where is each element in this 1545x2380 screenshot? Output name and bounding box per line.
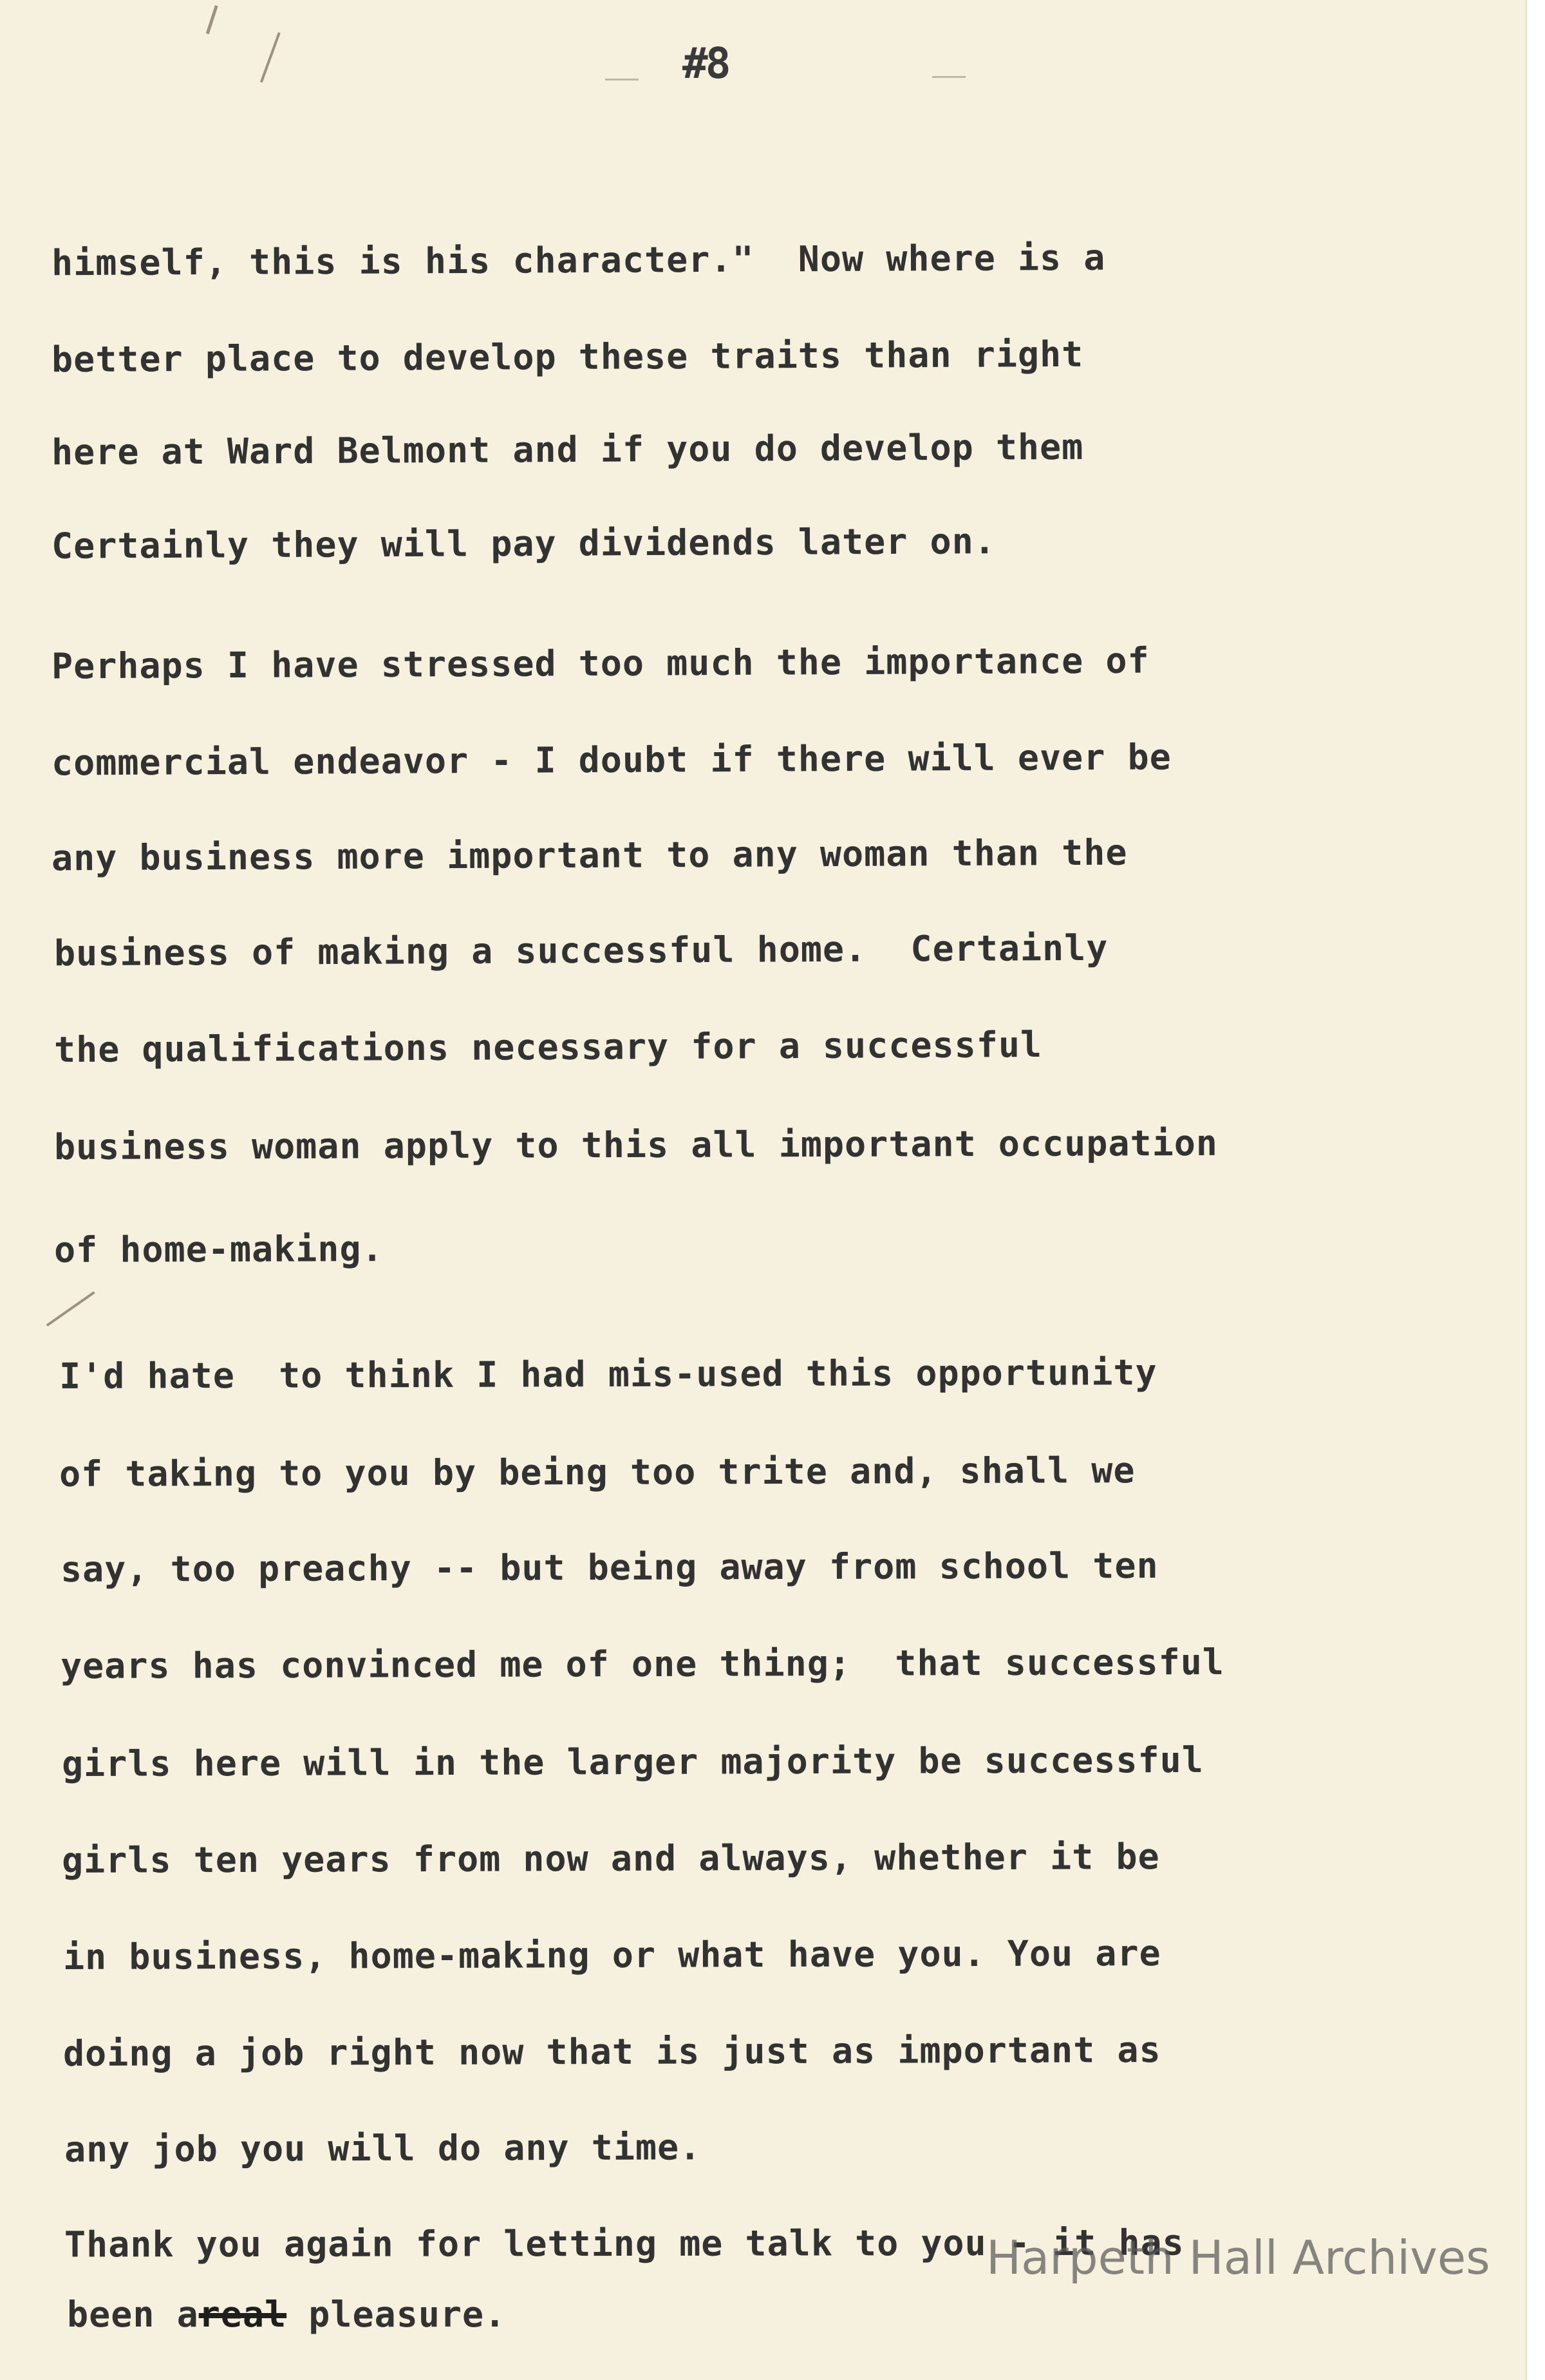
text-line-17: girls ten years from now and always, whether it be (61, 1836, 1160, 1881)
header-dash-left (605, 79, 639, 80)
text-line-6: commercial endeavor - I doubt if there will ever be (51, 736, 1172, 784)
text-line-12: I'd hate to think I had mis-used this opportunity (59, 1352, 1157, 1397)
page-number: #8 (682, 39, 729, 88)
page-edge (1526, 0, 1545, 2380)
closing-text-suffix: pleasure. (286, 2294, 507, 2335)
text-line-11: of home-making. (53, 1228, 384, 1270)
struck-out-word: real (198, 2294, 287, 2335)
text-line-16: girls here will in the larger majority be successful (61, 1739, 1204, 1785)
text-line-21: Thank you again for letting me talk to you - it has (64, 2222, 1184, 2265)
text-line-5: Perhaps I have stressed too much the importance of (51, 639, 1150, 687)
text-line-3: here at Ward Belmont and if you do develop them (51, 426, 1084, 473)
text-line-4: Certainly they will pay dividends later on. (51, 520, 997, 567)
text-line-20: any job you will do any time. (64, 2126, 702, 2170)
text-line-14: say, too preachy -- but being away from school ten (60, 1545, 1159, 1590)
text-line-2: better place to develop these traits than right (51, 333, 1084, 381)
closing-text-prefix: been a (67, 2294, 199, 2335)
archive-watermark: Harpeth Hall Archives (986, 2231, 1490, 2285)
text-line-18: in business, home-making or what have you. You are (62, 1932, 1161, 1978)
text-line-15: years has convinced me of one thing; that successful (60, 1641, 1225, 1687)
text-line-22 (67, 2294, 506, 2335)
text-line-19: doing a job right now that is just as important as (62, 2029, 1161, 2074)
text-line-13: of taking to you by being too trite and, shall we (59, 1450, 1136, 1495)
text-line-10: business woman apply to this all important occupation (53, 1122, 1219, 1168)
text-line-8: business of making a successful home. Certainly (53, 927, 1109, 974)
text-line-9: the qualifications necessary for a successful (53, 1023, 1043, 1071)
text-line-1: himself, this is his character." Now where is a (51, 236, 1106, 284)
text-line-7: any business more important to any woman than the (51, 831, 1128, 879)
header-dash-right (932, 76, 966, 78)
